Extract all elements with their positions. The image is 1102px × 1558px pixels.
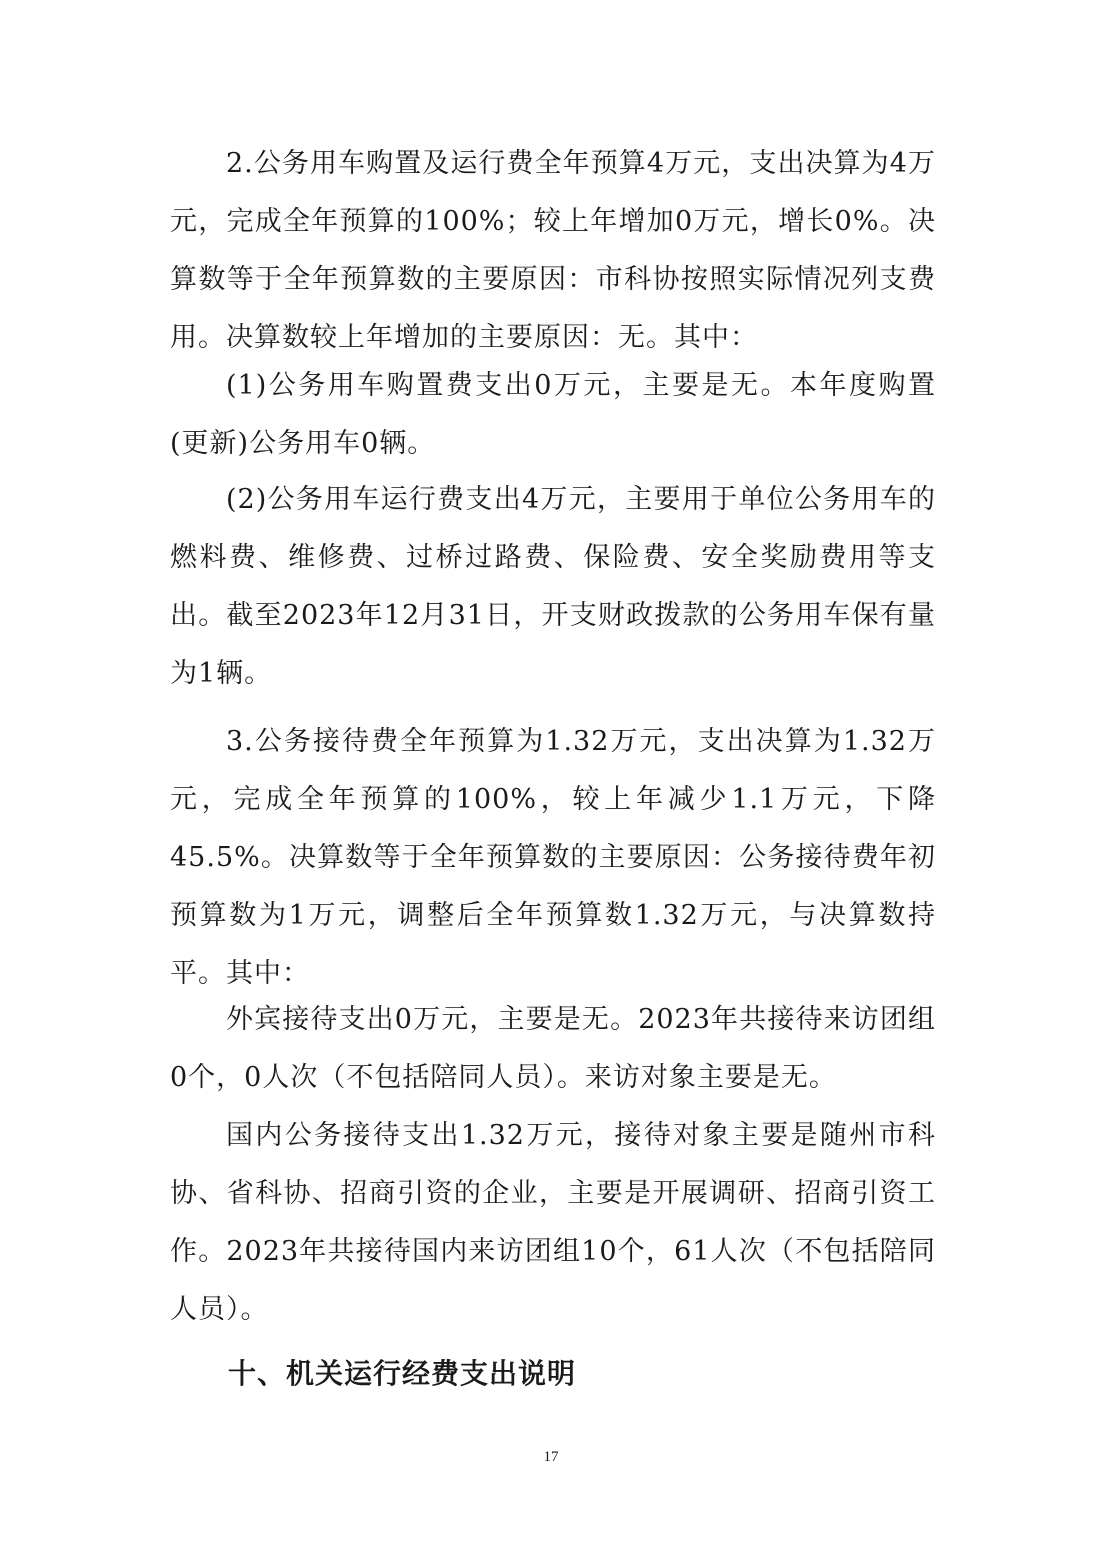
paragraph-vehicle-operation: (2)公务用车运行费支出4万元，主要用于单位公务用车的燃料费、维修费、过桥过路费、保险费、安全奖励费用等支出。截至2023年12月31日，开支财政拨款的公务用车保有量为1辆。 [170,484,936,689]
paragraph-foreign-reception: 外宾接待支出0万元，主要是无。2023年共接待来访团组0个，0人次（不包括陪同人员）。来访对象主要是无。 [170,1004,936,1093]
paragraph-vehicle-purchase: (1)公务用车购置费支出0万元，主要是无。本年度购置(更新)公务用车0辆。 [170,370,936,459]
section-heading: 十、机关运行经费支出说明 [228,1357,577,1390]
paragraph-domestic-reception: 国内公务接待支出1.32万元，接待对象主要是随州市科协、省科协、招商引资的企业，主要是开展调研、招商引资工作。2023年共接待国内来访团组10个，61人次（不包括陪同人员）。 [170,1120,936,1325]
paragraph-reception-expenses: 3.公务接待费全年预算为1.32万元，支出决算为1.32万元，完成全年预算的100%，较上年减少1.1万元，下降45.5%。决算数等于全年预算数的主要原因：公务接待费年初预算数为1万元，调整后全年预算数1.32万元，与决算数持平。其中： [170,726,936,989]
paragraph-vehicle-expenses: 2.公务用车购置及运行费全年预算4万元，支出决算为4万元，完成全年预算的100%；较上年增加0万元，增长0%。决算数等于全年预算数的主要原因：市科协按照实际情况列支费用。决算数较上年增加的主要原因：无。其中： [170,148,936,353]
page-number: 17 [543,1449,559,1465]
